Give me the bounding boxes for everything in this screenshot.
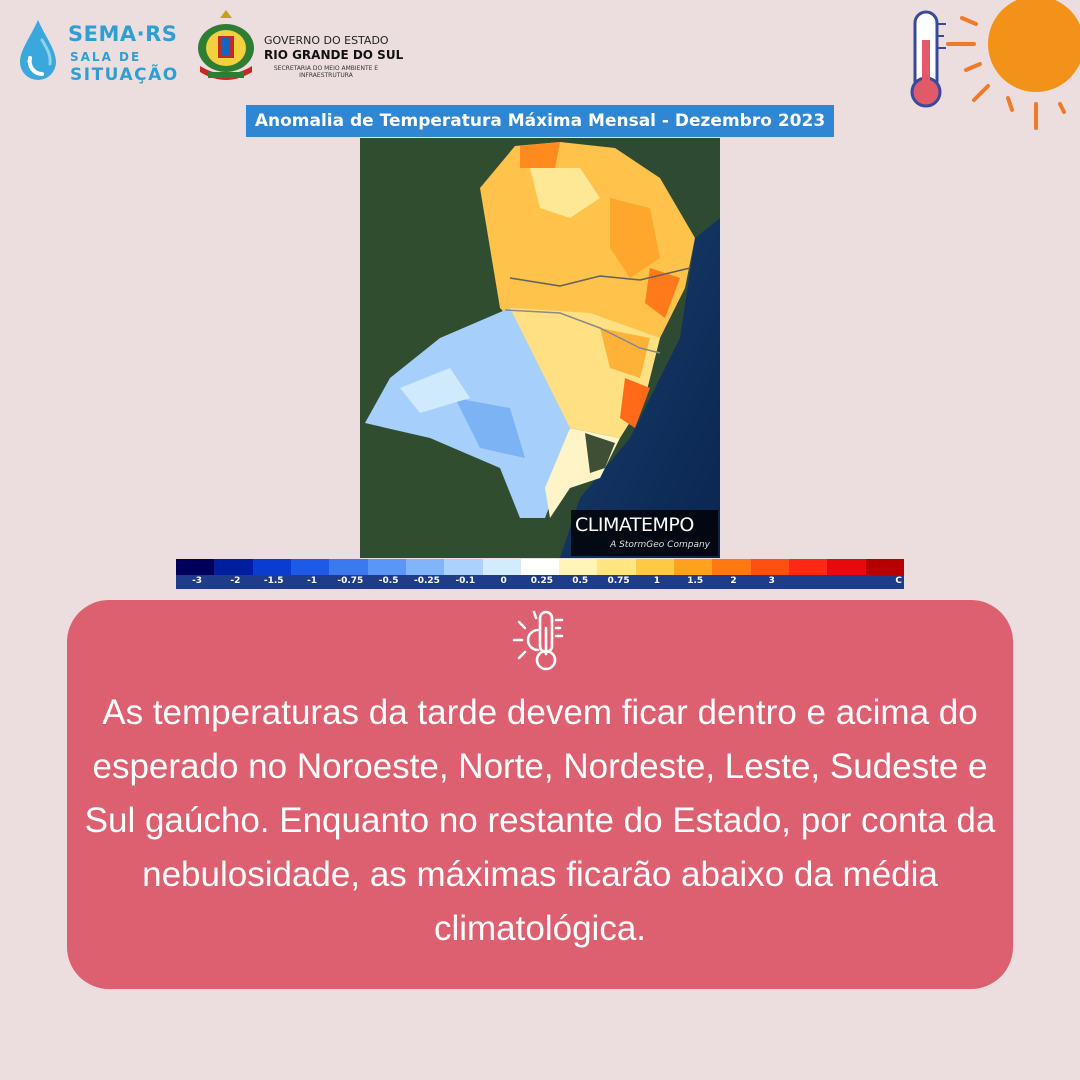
legend-tick-label: -2	[230, 576, 241, 586]
water-drop-icon	[18, 18, 58, 82]
temperature-anomaly-map	[360, 138, 720, 558]
thermometer-icon	[912, 12, 946, 106]
sun-thermometer-decoration	[900, 0, 1080, 140]
legend-color-bar	[176, 559, 904, 575]
legend-swatch	[329, 559, 367, 575]
climatempo-watermark	[571, 510, 718, 556]
government-line-2: RIO GRANDE DO SUL	[264, 48, 404, 62]
legend-swatch	[253, 559, 291, 575]
legend-tick-labels	[176, 575, 904, 589]
legend-unit: C	[895, 576, 902, 586]
legend-swatch	[597, 559, 635, 575]
legend-swatch	[789, 559, 827, 575]
legend-swatch	[214, 559, 252, 575]
sema-subtitle-2: SITUAÇÃO	[70, 65, 179, 85]
legend-swatch	[866, 559, 904, 575]
legend-tick-label: -1	[307, 576, 318, 586]
legend-swatch	[827, 559, 865, 575]
legend-swatch	[559, 559, 597, 575]
legend-tick-label: 0.25	[530, 576, 554, 586]
color-legend	[176, 559, 904, 589]
coat-of-arms-icon	[194, 8, 258, 86]
legend-tick-label: -0.25	[413, 576, 440, 586]
legend-swatch	[444, 559, 482, 575]
sema-subtitle-1: SALA DE	[70, 50, 142, 64]
government-line-1: GOVERNO DO ESTADO	[264, 34, 389, 47]
legend-swatch	[406, 559, 444, 575]
government-logo-text	[264, 34, 404, 79]
legend-tick-label: 3	[768, 576, 775, 586]
legend-swatch	[291, 559, 329, 575]
climatempo-name: CLIMATEMPO	[575, 514, 694, 536]
legend-tick-label: 1	[653, 576, 660, 586]
legend-tick-label: 2	[730, 576, 737, 586]
legend-tick-label: 0.75	[607, 576, 630, 586]
card-text: As temperaturas da tarde devem ficar dentro e acima do esperado no Noroeste, Norte, Nordeste, Leste, Sudeste e Sul gaúcho. Enquanto no restante do Estado, por conta da nebulosidade, as máximas ficarão abaixo da média climatológica.	[84, 693, 996, 948]
legend-swatch	[712, 559, 750, 575]
legend-swatch	[368, 559, 406, 575]
legend-tick-label: -0.1	[455, 576, 476, 586]
legend-swatch	[636, 559, 674, 575]
legend-swatch	[521, 559, 559, 575]
sema-rs-logo	[18, 14, 188, 84]
sema-name: SEMA·RS	[68, 22, 178, 46]
legend-tick-label: 0.5	[572, 576, 589, 586]
sun-thermometer-icon	[510, 608, 570, 672]
legend-tick-label: -3	[192, 576, 203, 586]
legend-tick-label: -0.5	[378, 576, 399, 586]
sun-icon	[948, 0, 1080, 128]
legend-swatch	[674, 559, 712, 575]
legend-swatch	[483, 559, 521, 575]
government-line-3: SECRETARIA DO MEIO AMBIENTE E INFRAESTRUTURA	[273, 65, 379, 79]
legend-tick-label: -0.75	[337, 576, 364, 586]
map-title: Anomalia de Temperatura Máxima Mensal - Dezembro 2023	[246, 105, 834, 137]
legend-tick-label: 1.5	[687, 576, 704, 586]
climatempo-subtitle: A StormGeo Company	[610, 540, 710, 550]
legend-tick-label: 0	[500, 576, 507, 586]
legend-swatch	[176, 559, 214, 575]
legend-tick-label: -1.5	[263, 576, 284, 586]
legend-swatch	[751, 559, 789, 575]
